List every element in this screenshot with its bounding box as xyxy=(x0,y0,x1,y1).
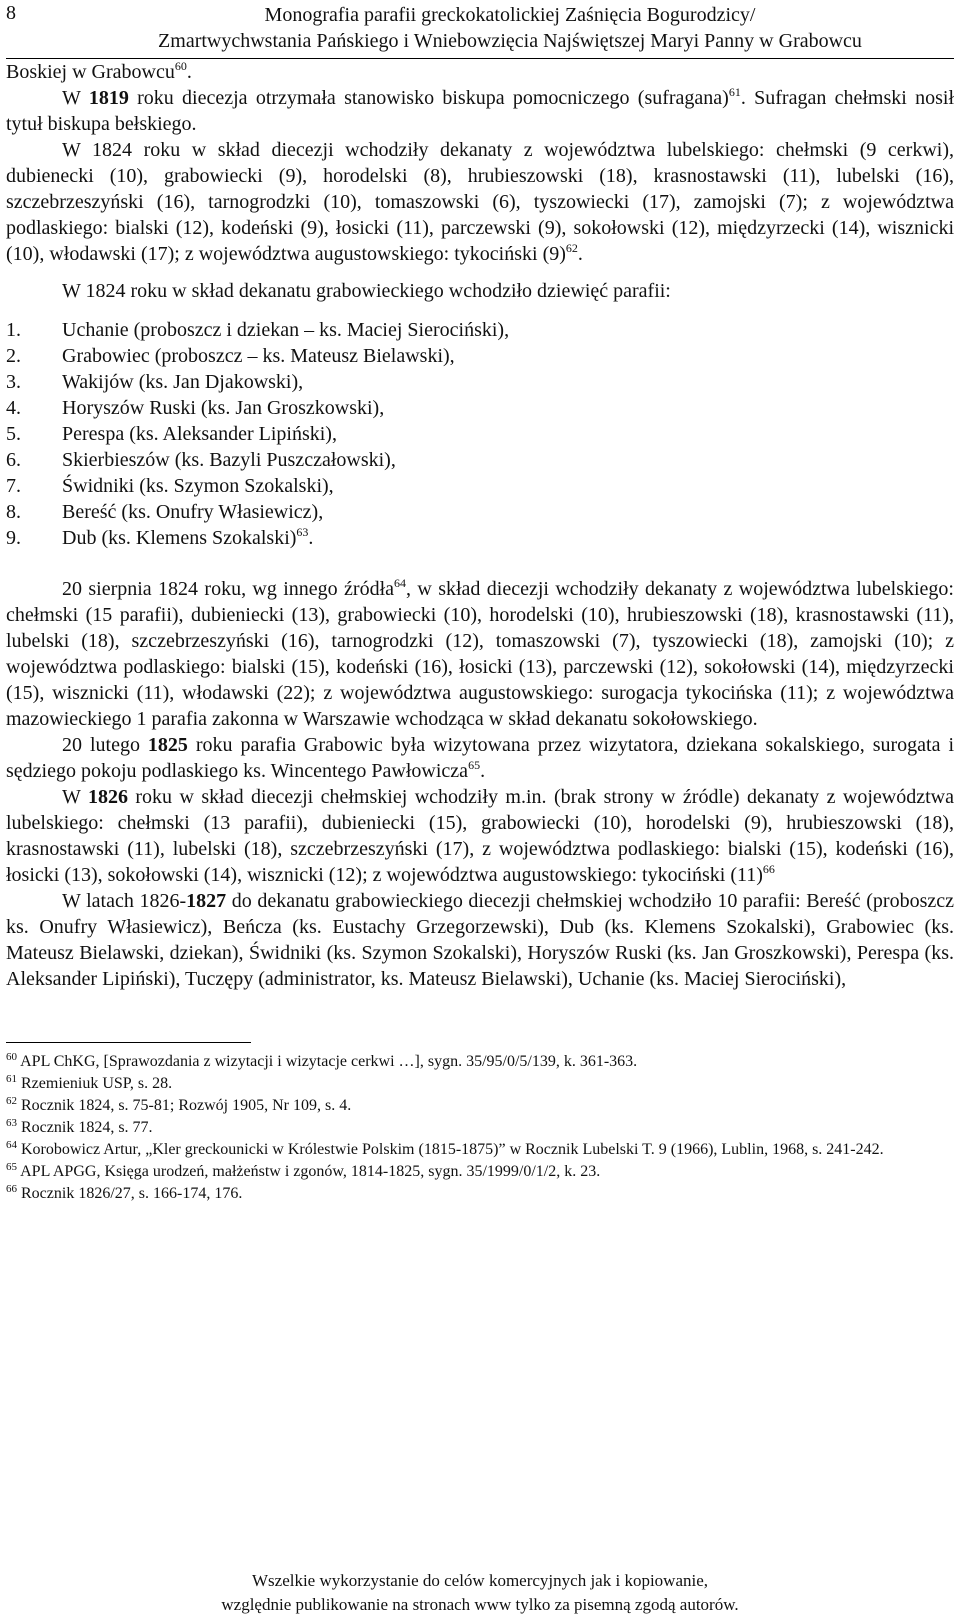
footnote-text: Rocznik 1824, s. 77. xyxy=(21,1119,153,1136)
paragraph-text: W 1824 roku w skład diecezji wchodziły dekanaty z województwa lubelskiego: chełmski (9 cerkwi), dubienecki (10), grabowiecki (9), horodelski (8), hrubieszowski (18), krasnostawski (11), lubelski (16), szczebrzeszyński (16), tarnogrodzki (10), tomaszowski (6), tyszowiecki (17), zamojski (7); z województwa podlaskiego: bialski (12), kodeński (9), łosicki (11), parczewski (9), sokołowski (12), międzyrzecki (14), wisznicki (10), włodawski (17); z województwa augustowskiego: tykociński (9) xyxy=(6,139,954,265)
footnote-number: 65 xyxy=(6,1161,17,1173)
paragraph-text: 20 lutego xyxy=(62,734,148,756)
copyright-footer xyxy=(0,1569,960,1617)
body-text xyxy=(6,59,954,992)
document-page xyxy=(6,0,954,1205)
footnote-text: APL ChKG, [Sprawozdania z wizytacji i wizytacje cerkwi …], sygn. 35/95/0/5/139, k. 361-363. xyxy=(20,1053,638,1070)
paragraph-7 xyxy=(6,888,954,992)
list-number: 4. xyxy=(6,397,21,419)
footnote-text: APL APGG, Księga urodzeń, małżeństw i zgonów, 1814-1825, sygn. 35/1999/0/1/2, k. 23. xyxy=(20,1163,601,1180)
list-item xyxy=(6,343,954,369)
paragraph-text: W xyxy=(62,87,89,109)
list-item-text: Uchanie (proboszcz i dziekan – ks. Maciej Sierociński), xyxy=(62,319,510,341)
list-item-text: Świdniki (ks. Szymon Szokalski), xyxy=(62,475,334,497)
paragraph-end: . Sufragan chełmski nosił tytuł biskupa bełskiego. xyxy=(6,87,955,135)
footnote-number: 62 xyxy=(6,1095,17,1107)
paragraph-2 xyxy=(6,85,954,137)
footnote xyxy=(6,1117,954,1139)
list-item xyxy=(6,499,954,525)
list-item-text: Dub (ks. Klemens Szokalski) xyxy=(62,527,297,549)
footnote-number: 63 xyxy=(6,1117,17,1129)
year-bold: 1819 xyxy=(88,87,129,109)
list-item xyxy=(6,421,954,447)
paragraph-6 xyxy=(6,784,954,888)
footnote xyxy=(6,1139,954,1161)
paragraph-text: do dekanatu grabowieckiego diecezji chełmskiej wchodziło 10 parafii: Bereść (proboszcz ks. Onufry Własiewicz), Beńcza (ks. Eustachy Grzegorzewski), Dub (ks. Klemens Szokalski), Grabowiec (ks. Mateusz Bielawski, dziekan), Świdniki (ks. Szymon Szokalski), Horyszów Ruski (ks. Jan Groszkowski), Perespa (ks. Aleksander Lipiński), Tuczępy (administrator, ks. Mateusz Bielawski), Uchanie (ks. Maciej Sierociński), xyxy=(6,890,955,990)
paragraph-text: 20 sierpnia 1824 roku, wg innego źródła xyxy=(62,578,395,600)
footnote-number: 64 xyxy=(6,1139,17,1151)
list-item-text: Bereść (ks. Onufry Własiewicz), xyxy=(62,501,324,523)
footnote-ref[interactable]: 64 xyxy=(394,576,407,590)
footnote-text: Rocznik 1824, s. 75-81; Rozwój 1905, Nr 109, s. 4. xyxy=(21,1097,352,1114)
paragraph-text: Boskiej w Grabowcu xyxy=(6,61,175,83)
list-number: 3. xyxy=(6,371,21,393)
list-item xyxy=(6,317,954,343)
footnote xyxy=(6,1095,954,1117)
footnote-number: 66 xyxy=(6,1183,17,1195)
list-number: 1. xyxy=(6,319,21,341)
year-bold: 1827 xyxy=(186,890,227,912)
list-item xyxy=(6,395,954,421)
list-intro: W 1824 roku w skład dekanatu grabowieckiego wchodziło dziewięć parafii: xyxy=(62,280,671,302)
footnote-ref[interactable]: 63 xyxy=(296,525,309,539)
list-item-text: Horyszów Ruski (ks. Jan Groszkowski), xyxy=(62,397,385,419)
footnotes xyxy=(6,1051,954,1205)
list-number: 7. xyxy=(6,475,21,497)
footnote-ref[interactable]: 66 xyxy=(762,862,775,876)
footnote xyxy=(6,1183,954,1205)
list-number: 5. xyxy=(6,423,21,445)
footnote-number: 60 xyxy=(6,1051,17,1063)
header-title xyxy=(66,2,954,54)
paragraph-end: . xyxy=(308,527,314,549)
footnote-text: Rzemieniuk USP, s. 28. xyxy=(21,1075,173,1092)
footnote-number: 61 xyxy=(6,1073,17,1085)
paragraph-end: . xyxy=(186,61,192,83)
paragraph-5 xyxy=(6,732,954,784)
list-item xyxy=(6,369,954,395)
year-bold: 1826 xyxy=(87,786,128,808)
parish-list xyxy=(6,317,954,551)
paragraph-end: . xyxy=(577,243,583,265)
paragraph-3 xyxy=(6,137,954,267)
footnote xyxy=(6,1073,954,1095)
list-item-text: Skierbieszów (ks. Bazyli Puszczałowski), xyxy=(62,449,396,471)
footnote-ref[interactable]: 60 xyxy=(174,59,187,73)
footnote-ref[interactable]: 62 xyxy=(565,241,578,255)
header-title-line2: Zmartwychwstania Pańskiego i Wniebowzięcia Najświętszej Maryi Panny w Grabowcu xyxy=(158,30,862,52)
year-bold: 1825 xyxy=(147,734,188,756)
paragraph-end: . xyxy=(480,760,486,782)
paragraph-1 xyxy=(6,59,954,85)
footnote-ref[interactable]: 65 xyxy=(468,758,481,772)
footnote-text: Rocznik 1826/27, s. 166-174, 176. xyxy=(21,1185,243,1202)
list-number: 2. xyxy=(6,345,21,367)
list-item-text: Wakijów (ks. Jan Djakowski), xyxy=(62,371,304,393)
list-item xyxy=(6,473,954,499)
footnote-text: Korobowicz Artur, „Kler greckounicki w Królestwie Polskim (1815-1875)” w Rocznik Lubelski T. 9 (1966), Lublin, 1968, s. 241-242. xyxy=(21,1141,884,1158)
paragraph-text: , w skład diecezji wchodziły dekanaty z województwa lubelskiego: chełmski (15 parafii), dubieniecki (13), grabowiecki (10), horodelski (10), hrubieszowski (18), krasnostawski (11), lubelski (18), szczebrzeszyński (16), tarnogrodzki (12), tomaszowski (7), tyszowiecki (18), zamojski (10); z województwa podlaskiego: bialski (15), kodeński (16), łosicki (13), parczewski (12), sokołowski (14), międzyrzecki (15), wisznicki (11), włodawski (22); z województwa augustowskiego: surogacja tykocińska (11); z województwa mazowieckiego 1 parafia zakonna w Warszawie wchodząca w skład dekanatu sokołowskiego. xyxy=(6,578,954,730)
running-header xyxy=(6,0,954,59)
paragraph-text: roku parafia Grabowic była wizytowana przez wizytatora, dziekana sokalskiego, surogata i sędziego pokoju podlaskiego ks. Wincentego Pawłowicza xyxy=(6,734,954,782)
paragraph-text: roku diecezja otrzymała stanowisko biskupa pomocniczego (sufragana) xyxy=(128,87,729,109)
footnote xyxy=(6,1051,954,1073)
list-number: 9. xyxy=(6,527,21,549)
list-number: 6. xyxy=(6,449,21,471)
paragraph-4 xyxy=(6,576,954,732)
footnote xyxy=(6,1161,954,1183)
list-item xyxy=(6,525,954,551)
header-title-line1: Monografia parafii greckokatolickiej Zaśnięcia Bogurodzicy/ xyxy=(264,4,756,26)
list-number: 8. xyxy=(6,501,21,523)
page-number: 8 xyxy=(6,2,16,24)
list-item-text: Grabowiec (proboszcz – ks. Mateusz Bielawski), xyxy=(62,345,455,367)
footer-line1: Wszelkie wykorzystanie do celów komercyjnych jak i kopiowanie, xyxy=(251,1571,709,1590)
footnote-ref[interactable]: 61 xyxy=(728,85,741,99)
list-item xyxy=(6,447,954,473)
paragraph-text: roku w skład diecezji chełmskiej wchodziły m.in. (brak strony w źródle) dekanaty z województwa lubelskiego: chełmski (13 parafii), dubieniecki (15), grabowiecki (10), horodelski (9), hrubieszowski (18), krasnostawski (11), lubelski (18), szczebrzeszyński (17), z województwa podlaskiego: bialski (15), kodeński (16), łosicki (13), sokołowski (14), wisznicki (12); z województwa augustowskiego: tykociński (11) xyxy=(6,786,954,886)
paragraph-text: W latach 1826- xyxy=(62,890,187,912)
footer-line2: względnie publikowanie na stronach www tylko za pisemną zgodą autorów. xyxy=(221,1595,739,1614)
footnote-divider xyxy=(6,1042,251,1043)
list-item-text: Perespa (ks. Aleksander Lipiński), xyxy=(62,423,337,445)
paragraph-text: W xyxy=(62,786,88,808)
